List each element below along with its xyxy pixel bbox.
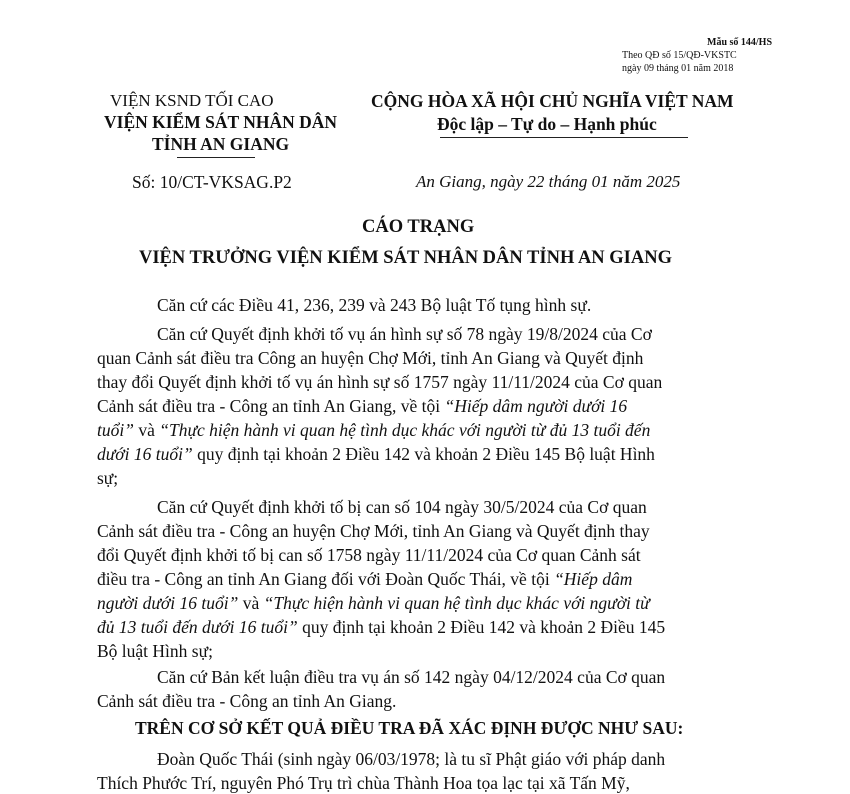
form-basis: Theo QĐ số 15/QĐ-VKSTC: [622, 50, 737, 61]
text-line: Căn cứ Quyết định khởi tố vụ án hình sự số 78 ngày 19/8/2024 của Cơ: [157, 324, 652, 344]
charge-name: đủ 13 tuổi đến dưới 16 tuổi”: [97, 617, 298, 637]
text-span: Cảnh sát điều tra - Công an tỉnh An Giang, về tội: [97, 396, 445, 416]
text-span: quy định tại khoản 2 Điều 142 và khoản 2 Điều 145 Bộ luật Hình: [192, 444, 655, 464]
charge-name: tuổi”: [97, 420, 134, 440]
nation-name: CỘNG HÒA XÃ HỘI CHỦ NGHĨA VIỆT NAM: [371, 91, 734, 111]
text-line: Cảnh sát điều tra - Công an tỉnh An Giang.: [97, 691, 397, 711]
form-date: ngày 09 tháng 01 năm 2018: [622, 63, 734, 74]
text-line: sự;: [97, 468, 119, 488]
text-line: [97, 569, 632, 590]
text-line: đổi Quyết định khởi tố bị can số 1758 ngày 11/11/2024 của Cơ quan Cảnh sát: [97, 545, 641, 565]
charge-name: “Hiếp dâm: [554, 569, 633, 589]
document-subtitle: VIỆN TRƯỞNG VIỆN KIỂM SÁT NHÂN DÂN TỈNH AN GIANG: [139, 248, 672, 268]
motto-underline: [440, 137, 688, 138]
charge-name: người dưới 16 tuổi”: [97, 593, 239, 613]
text-line: Bộ luật Hình sự;: [97, 641, 213, 661]
text-span: quy định tại khoản 2 Điều 142 và khoản 2 Điều 145: [297, 617, 666, 637]
charge-name: “Thực hiện hành vi quan hệ tình dục khác với người từ đủ 13 tuổi đến: [159, 420, 651, 440]
agency-underline: [177, 157, 255, 158]
document-number: Số: 10/CT-VKSAG.P2: [132, 172, 292, 192]
text-line: Cảnh sát điều tra - Công an huyện Chợ Mới, tỉnh An Giang và Quyết định thay: [97, 521, 650, 541]
text-line: Căn cứ Quyết định khởi tố bị can số 104 ngày 30/5/2024 của Cơ quan: [157, 497, 647, 517]
form-number: Mẫu số 144/HS: [707, 37, 773, 48]
charge-name: “Thực hiện hành vi quan hệ tình dục khác với người từ: [263, 593, 650, 613]
paragraph-legal-basis: Căn cứ các Điều 41, 236, 239 và 243 Bộ luật Tố tụng hình sự.: [157, 295, 592, 315]
document-title: CÁO TRẠNG: [362, 217, 475, 237]
agency-parent: VIỆN KSND TỐI CAO: [110, 91, 274, 110]
text-line: Đoàn Quốc Thái (sinh ngày 06/03/1978; là tu sĩ Phật giáo với pháp danh: [157, 749, 666, 769]
section-heading: TRÊN CƠ SỞ KẾT QUẢ ĐIỀU TRA ĐÃ XÁC ĐỊNH ĐƯỢC NHƯ SAU:: [135, 718, 684, 738]
text-line: [97, 420, 650, 441]
text-line: [97, 593, 650, 614]
text-line: [97, 617, 665, 638]
nation-motto: Độc lập – Tự do – Hạnh phúc: [437, 114, 657, 134]
agency-name: VIỆN KIỂM SÁT NHÂN DÂN: [104, 112, 338, 132]
text-span: và: [238, 593, 264, 613]
charge-name: “Hiếp dâm người dưới 16: [444, 396, 628, 416]
text-line: [97, 396, 627, 417]
text-line: [97, 444, 655, 465]
charge-name: dưới 16 tuổi”: [97, 444, 193, 464]
agency-province: TỈNH AN GIANG: [152, 134, 290, 154]
text-line: thay đổi Quyết định khởi tố vụ án hình sự số 1757 ngày 11/11/2024 của Cơ quan: [97, 372, 663, 392]
text-span: điều tra - Công an tỉnh An Giang đối với Đoàn Quốc Thái, về tội: [97, 569, 555, 589]
text-line: quan Cảnh sát điều tra Công an huyện Chợ Mới, tỉnh An Giang và Quyết định: [97, 348, 644, 368]
text-line: Thích Phước Trí, nguyên Phó Trụ trì chùa Thành Hoa tọa lạc tại xã Tấn Mỹ,: [97, 773, 630, 793]
text-span: và: [133, 420, 160, 440]
text-line: Căn cứ Bản kết luận điều tra vụ án số 142 ngày 04/12/2024 của Cơ quan: [157, 667, 666, 687]
place-date: An Giang, ngày 22 tháng 01 năm 2025: [416, 172, 681, 191]
